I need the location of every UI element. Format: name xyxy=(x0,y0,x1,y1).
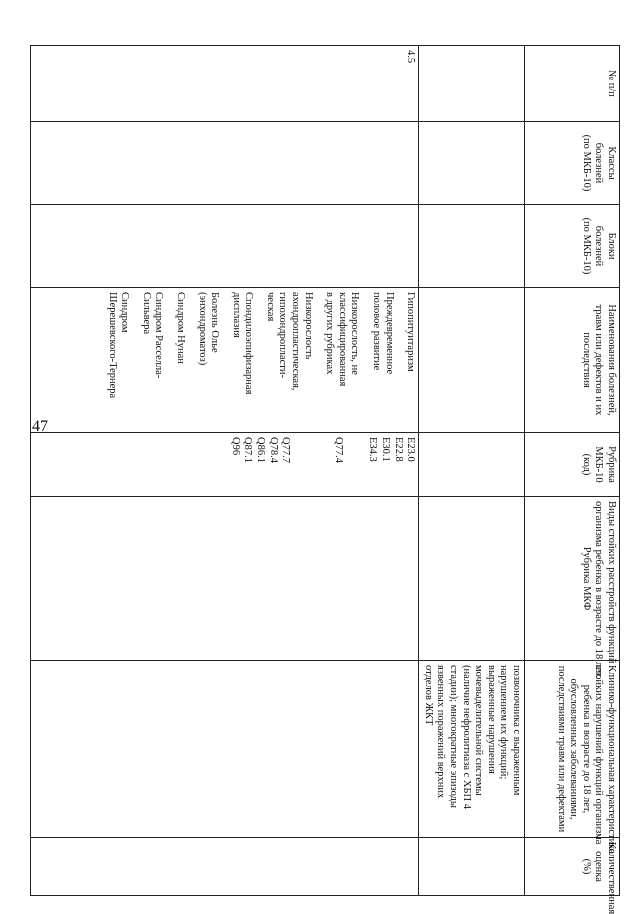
disease-item: Низкорослость ахондропластическая, гипохондропласти- ческая xyxy=(264,292,314,391)
disease-item: Спондилоэпифизарная дисплазия xyxy=(230,292,255,395)
icd-code: Q77.4 xyxy=(332,437,344,463)
page-number: 47 xyxy=(32,418,48,435)
disease-item: Болезнь Олье (энхондроматоз) xyxy=(196,292,221,366)
icd-code: Q78.4 xyxy=(267,437,279,463)
header-function-disorders: Виды стойких расстройств функций организма ребенка в возрасте до 18 лет. Рубрика МКФ xyxy=(525,497,620,661)
icd-code: Q87.1 xyxy=(242,437,254,463)
header-disease-classes: Классы болезней (по МКБ-10) xyxy=(525,122,620,205)
disease-item: Преждевременное половое развитие xyxy=(371,292,395,375)
continuation-cell: позвоночника с выраженным нарушением их функций; выраженные нарушения мочевыделительной системы (наличие нефролитиаза с ХБП 4 стадии); многократные эпизоды язвенных поражений верхних отделов ЖКТ xyxy=(419,661,525,838)
icd-code: Q77.7 xyxy=(280,437,292,463)
section-number: 4.5 xyxy=(31,46,419,122)
header-icd-code: Рубрика МКБ-10 (код) xyxy=(525,433,620,497)
disease-item: Синдром Нунан xyxy=(174,292,186,364)
header-disease-names: Наименования болезней, травм или дефектов и их последствия xyxy=(525,288,620,433)
continuation-row xyxy=(419,46,525,896)
header-index: № п/п xyxy=(525,46,620,122)
disease-list xyxy=(31,288,419,433)
icd-code: Q86.1 xyxy=(255,437,267,463)
icd-code: E23.0 xyxy=(405,437,417,462)
disease-item: Низкорослость, не классифицированная в других рубриках xyxy=(324,292,361,387)
disease-item: Синдром Шерешевского-Тернера xyxy=(106,292,131,399)
icd-code: Q96 xyxy=(229,437,241,456)
icd-code: E22.8 E30.1 xyxy=(380,437,404,462)
section-row xyxy=(31,46,419,896)
icd-codes xyxy=(31,433,419,497)
header-clinical-characteristics: Клинико-функциональная характеристика стойких нарушений функций организма ребенка в возрасте до 18 лет, обусловленных заболеваниями, последствиями травм или дефектами xyxy=(525,661,620,838)
header-quantitative-assessment: Количественная оценка (%) xyxy=(525,838,620,896)
icd-code: E34.3 xyxy=(367,437,379,462)
rotated-table-container xyxy=(30,45,620,914)
disease-item: Гипопитуитаризм xyxy=(405,292,417,372)
header-disease-blocks: Блоки болезней (по МКБ-10) xyxy=(525,205,620,288)
disease-item: Синдром Расселла- Сильвера xyxy=(140,292,165,379)
disability-criteria-table xyxy=(30,45,620,914)
header-row xyxy=(525,46,620,896)
